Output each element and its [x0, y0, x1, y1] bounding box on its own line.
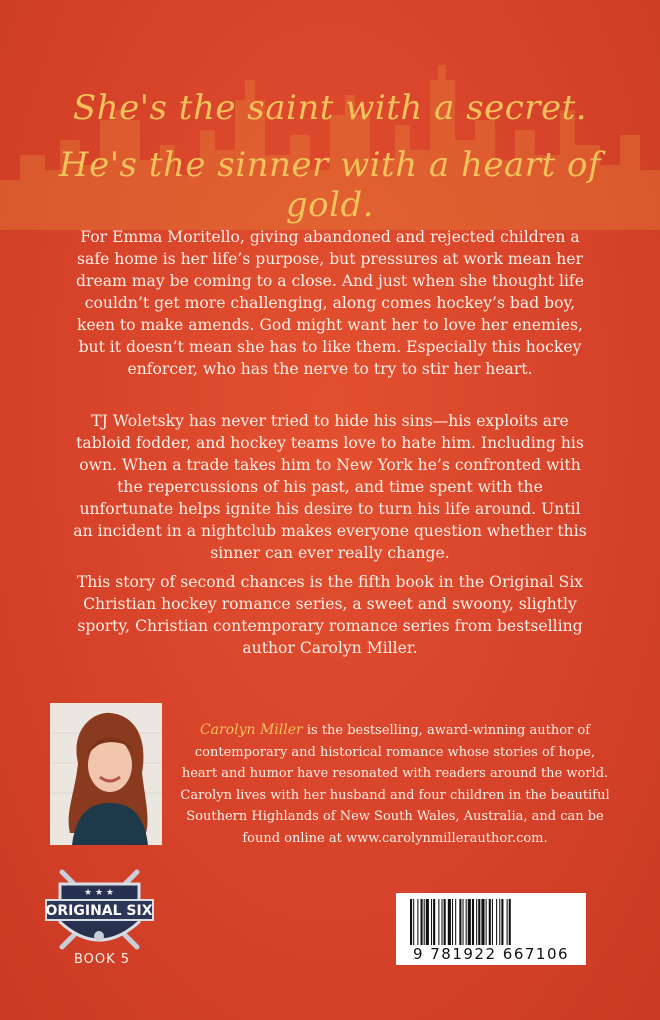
barcode-bar	[438, 899, 439, 945]
author-name: Carolyn Miller	[199, 722, 303, 738]
barcode-bar	[501, 899, 503, 945]
barcode-bar	[455, 899, 456, 945]
book-number: BOOK 5	[73, 952, 131, 967]
author-photo	[50, 703, 162, 845]
barcode-bar	[417, 899, 418, 945]
barcode-bar	[431, 899, 432, 945]
tagline-line-2: He's the sinner with a heart of gold.	[58, 145, 602, 225]
barcode-bar	[499, 899, 500, 945]
barcode-bar	[424, 899, 425, 945]
barcode-bar	[452, 899, 453, 945]
isbn-barcode	[396, 893, 586, 965]
barcode-bar	[410, 899, 412, 945]
barcode-bar	[489, 899, 491, 945]
barcode-bar	[486, 899, 487, 945]
barcode-bar	[478, 899, 480, 945]
barcode-bar	[433, 899, 435, 945]
barcode-bar	[413, 899, 414, 945]
tagline-line-1: She's the saint with a secret.	[72, 88, 588, 128]
barcode-bar	[476, 899, 477, 945]
barcode-bar	[442, 899, 443, 945]
author-bio	[180, 720, 610, 849]
barcode-bar	[463, 899, 464, 945]
blurb-paragraph-3: This story of second chances is the fifth book in the Original Six Christian hockey romance series, a sweet and swoony, slightly sporty, Christian contemporary romance series from bestselling author Carolyn Miller.	[76, 572, 584, 657]
isbn-number: 9 781922 667106	[412, 945, 570, 963]
barcode-bar	[481, 899, 484, 945]
blurb-paragraph-2: TJ Woletsky has never tried to hide his sins—his exploits are tabloid fodder, and hockey teams love to hate him. Including his own. When a trade takes him to New York he’s confronted with the repercussions of his past, and time spent with the unfortunate helps ignite his desire to turn his life around. Until an incident in a nightclub makes everyone question whether this sinner can ever really change.	[73, 411, 587, 562]
author-bio-text: is the bestselling, award-winning author of contemporary and historical romance whose stories of hope, heart and humor have resonated with readers around the world. Carolyn lives with her husband and four children in the beautiful Southern Highlands of New South Wales, Australia, and can be found online at www.carolynmillerauthor.com.	[180, 723, 610, 846]
barcode-bar	[496, 899, 497, 945]
barcode-bar	[459, 899, 461, 945]
blurb-paragraph-1: For Emma Moritello, giving abandoned and rejected children a safe home is her life’s purpose, but pressures at work mean her dream may be coming to a close. And just when she thought life couldn’t get more challenging, along comes hockey’s bad boy, keen to make amends. God might want her to love her enemies, but it doesn’t mean she has to like them. Especially this hockey enforcer, who has the nerve to try to stir her heart.	[76, 227, 584, 378]
barcode-bar	[448, 899, 451, 945]
barcode-bar	[421, 899, 423, 945]
barcode-bar	[492, 899, 493, 945]
barcode-bar	[507, 899, 508, 945]
barcode-bar	[468, 899, 471, 945]
barcode-bars	[410, 899, 578, 945]
svg-text:★ ★ ★: ★ ★ ★	[84, 888, 114, 898]
barcode-bar	[466, 899, 467, 945]
barcode-bar	[444, 899, 446, 945]
barcode-bar	[472, 899, 474, 945]
badge-label: ORIGINAL SIX	[45, 903, 153, 919]
original-six-series-badge	[42, 862, 157, 958]
barcode-bar	[426, 899, 429, 945]
barcode-bar	[509, 899, 511, 945]
